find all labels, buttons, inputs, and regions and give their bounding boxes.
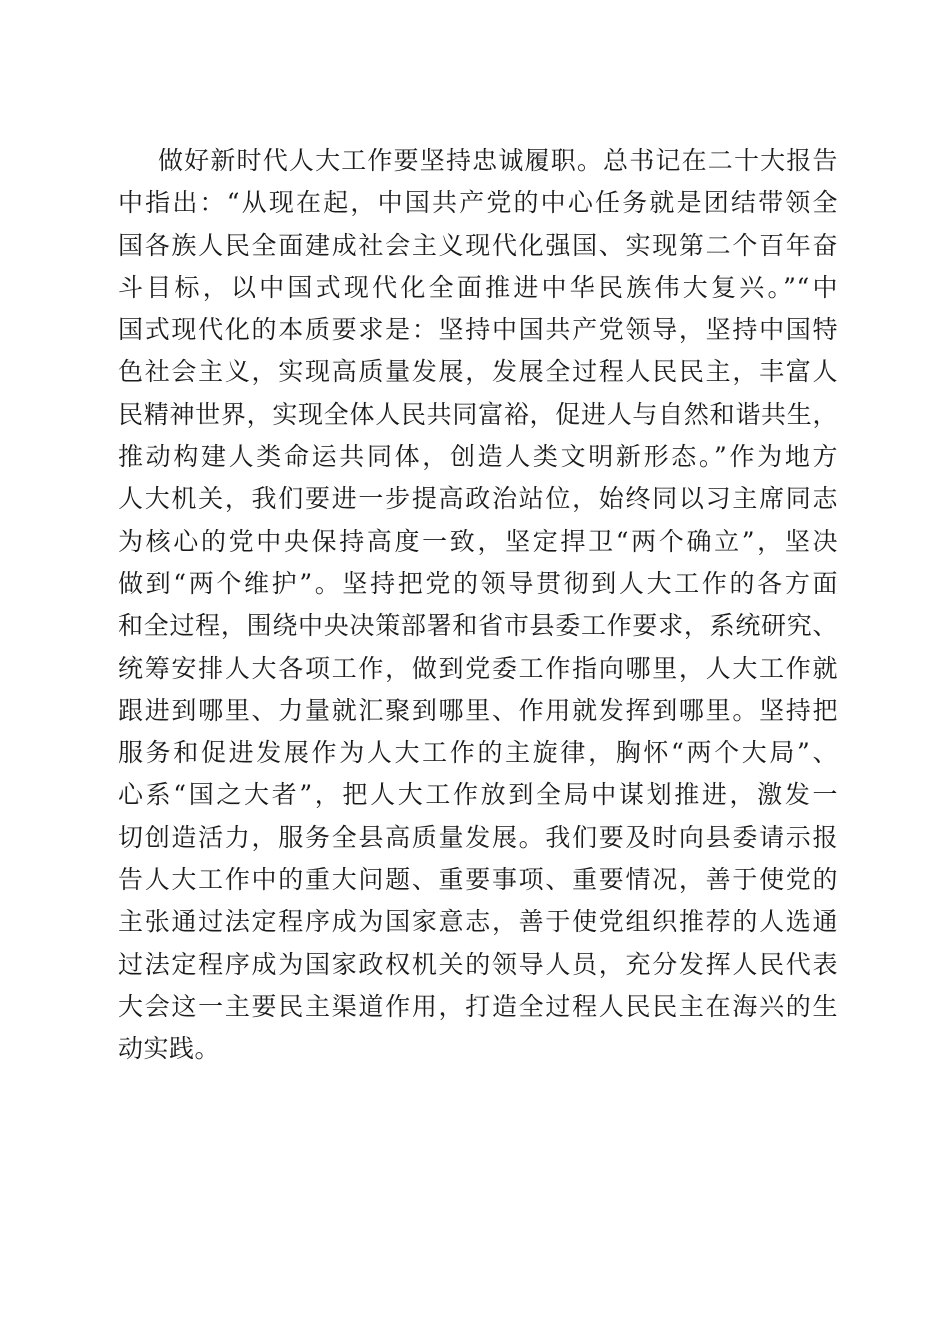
paragraph-line: 色社会主义，实现高质量发展，发展全过程人民民主，丰富人 bbox=[118, 357, 838, 387]
paragraph-line: 推动构建人类命运共同体，创造人类文明新形态。”作为地方 bbox=[118, 442, 838, 472]
paragraph-line: 过法定程序成为国家政权机关的领导人员，充分发挥人民代表 bbox=[118, 949, 838, 979]
body-paragraph bbox=[118, 140, 838, 1071]
paragraph-line: 告人大工作中的重大问题、重要事项、重要情况，善于使党的 bbox=[118, 865, 838, 895]
paragraph-line: 切创造活力，服务全县高质量发展。我们要及时向县委请示报 bbox=[118, 822, 838, 852]
paragraph-line: 主张通过法定程序成为国家意志，善于使党组织推荐的人选通 bbox=[118, 907, 838, 937]
paragraph-line: 民精神世界，实现全体人民共同富裕，促进人与自然和谐共生， bbox=[118, 399, 838, 429]
paragraph-line: 国各族人民全面建成社会主义现代化强国、实现第二个百年奋 bbox=[118, 230, 838, 260]
paragraph-line: 国式现代化的本质要求是：坚持中国共产党领导，坚持中国特 bbox=[118, 315, 838, 345]
paragraph-line: 心系“国之大者”，把人大工作放到全局中谋划推进，激发一 bbox=[118, 780, 838, 810]
paragraph-line: 中指出：“从现在起，中国共产党的中心任务就是团结带领全 bbox=[118, 188, 838, 218]
paragraph-line: 跟进到哪里、力量就汇聚到哪里、作用就发挥到哪里。坚持把 bbox=[118, 695, 838, 725]
paragraph-line: 做好新时代人大工作要坚持忠诚履职。总书记在二十大报告 bbox=[158, 146, 838, 175]
paragraph-line: 为核心的党中央保持高度一致，坚定捍卫“两个确立”，坚决 bbox=[118, 526, 838, 556]
paragraph-line: 和全过程，围绕中央决策部署和省市县委工作要求，系统研究、 bbox=[118, 611, 838, 641]
paragraph-line: 动实践。 bbox=[118, 1034, 221, 1064]
paragraph-line: 斗目标，以中国式现代化全面推进中华民族伟大复兴。”“中 bbox=[118, 272, 838, 302]
paragraph-line: 大会这一主要民主渠道作用，打造全过程人民民主在海兴的生 bbox=[118, 991, 838, 1021]
paragraph-line: 统筹安排人大各项工作，做到党委工作指向哪里，人大工作就 bbox=[118, 653, 838, 683]
paragraph-line: 人大机关，我们要进一步提高政治站位，始终同以习主席同志 bbox=[118, 484, 838, 514]
paragraph-line: 服务和促进发展作为人大工作的主旋律，胸怀“两个大局”、 bbox=[118, 738, 838, 768]
paragraph-line: 做到“两个维护”。坚持把党的领导贯彻到人大工作的各方面 bbox=[118, 568, 838, 598]
